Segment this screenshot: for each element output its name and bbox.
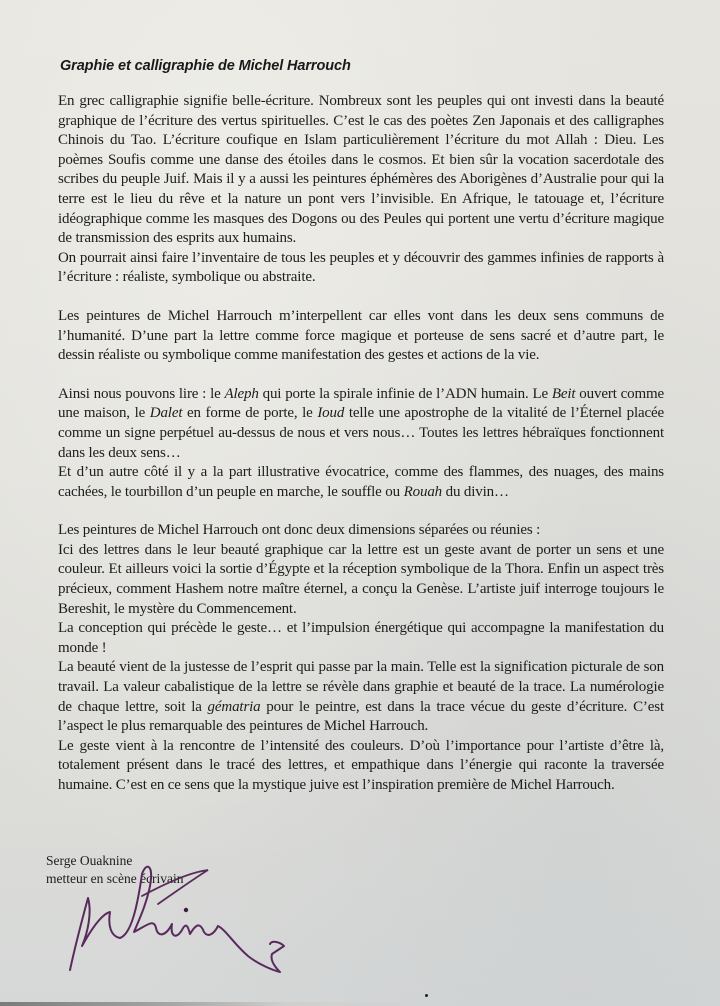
document-body <box>58 58 664 796</box>
text-run: du divin… <box>442 483 509 500</box>
text-run: en forme de porte, le <box>182 405 318 422</box>
paragraph-gap <box>58 366 664 385</box>
text-run: qui porte la spirale infinie de l’ADN humain. Le <box>258 385 552 402</box>
text-run: La beauté vient de la justesse de l’esprit qui passe par la main. Telle est la signification picturale de son travail. La valeur cabalistique de la lettre se révèle dans graphie et beauté de la trace. La numérologie de chaque lettre, soit la <box>58 659 664 715</box>
paragraph-dimensions: Les peintures de Michel Harrouch ont donc deux dimensions séparées ou réunies : <box>58 522 541 539</box>
author-name: Serge Ouaknine <box>46 853 133 868</box>
paragraph-beauty <box>58 658 664 736</box>
paragraph-inventory: On pourrait ainsi faire l’inventaire de tous les peuples et y découvrir des gammes infinies de rapports à l’écriture : réaliste, symbolique ou abstraite. <box>58 249 664 286</box>
italic-term: gématria <box>207 698 261 715</box>
paper-speck <box>425 994 428 997</box>
paragraph-gap <box>58 288 664 307</box>
text-run: ouvert comme une maison, le <box>58 385 664 422</box>
italic-term: Ioud <box>317 405 345 422</box>
paragraph-intro: En grec calligraphie signifie belle-écriture. Nombreux sont les peuples qui ont investi dans la beauté graphique de l’écriture des vertus spirituelles. C’est le cas des poètes Zen Japonais et des calligraphes Chinois du Tao. L’écriture coufique en Islam particulièrement l’écriture du mot Allah : Dieu. Les poèmes Soufis comme une danse des étoiles dans le cosmos. Et bien sûr la vocation sacerdotale des scribes du peuple Juif. Mais il y a aussi les peintures éphémères des Aborigènes d’Australie pour qui la terre est le lieu du rêve et la nature un pont vers l’invisible. En Afrique, le tatouage et, l’écriture idéographique comme les masques des Dogons ou des Peules qui portent une vertu d’écriture magique de transmission des esprits aux humains. <box>58 93 664 247</box>
italic-term: Beit <box>551 385 576 402</box>
paragraph-gesture-colors: Le geste vient à la rencontre de l’intensité des couleurs. D’où l’importance pour l’artiste d’être là, totalement présent dans le tracé des lettres, et empathique dans l’énergie qui raconte la traversée humaine. C’est en ce sens que la mystique juive est l’inspiration première de Michel Harrouch. <box>58 737 664 793</box>
text-run: Et d’un autre côté il y a la part illustrative évocatrice, comme des flammes, des nuages, des mains cachées, le tourbillon d’un peuple en marche, le souffle ou <box>58 464 664 500</box>
italic-term: Rouah <box>403 483 443 500</box>
document-title: Graphie et calligraphie de Michel Harrouch <box>60 58 351 74</box>
italic-term: Dalet <box>149 405 183 422</box>
paragraph-two-senses: Les peintures de Michel Harrouch m’interpellent car elles vont dans les deux sens communs de l’humanité. D’une part la lettre comme force magique et porteuse de sens sacré et d’autre part, le dessin réaliste ou symbolique comme manifestation des gestes et actions de la vie. <box>58 307 664 364</box>
handwritten-signature-icon <box>58 862 308 982</box>
paragraph-illustrative <box>58 463 664 502</box>
page-edge-shadow <box>0 1002 720 1006</box>
paragraph-conception: La conception qui précède le geste… et l’impulsion énergétique qui accompagne la manifestation du monde ! <box>58 620 664 656</box>
paragraph-hebrew-letters <box>58 385 664 463</box>
text-run: Ainsi nous pouvons lire : le <box>58 385 225 402</box>
paragraph-letters-genesis: Ici des lettres dans le leur beauté graphique car la lettre est un geste avant de porter un sens et une couleur. Et ailleurs voici la sortie d’Égypte et la réception symbolique de la Thora. Enfin un aspect très précieux, comment Hashem notre maître éternel, a conçu la Genèse. L’artiste juif interroge toujours le Bereshit, le mystère du Commencement. <box>58 541 664 617</box>
signature-stroke <box>70 867 284 972</box>
text-run: telle une apostrophe de la vitalité de l’Éternel placée comme un signe perpétuel au-dessus de nous et vers nous… Toutes les lettres hébraïques fonctionnent dans les deux sens… <box>58 405 664 461</box>
text-run: pour le peintre, est dans la trace vécue du geste d’écriture. C’est l’aspect le plus remarquable des peintures de Michel Harrouch. <box>58 698 664 735</box>
paragraph-gap <box>58 502 664 521</box>
italic-term: Aleph <box>224 385 259 402</box>
author-role: metteur en scène écrivain <box>46 871 184 886</box>
